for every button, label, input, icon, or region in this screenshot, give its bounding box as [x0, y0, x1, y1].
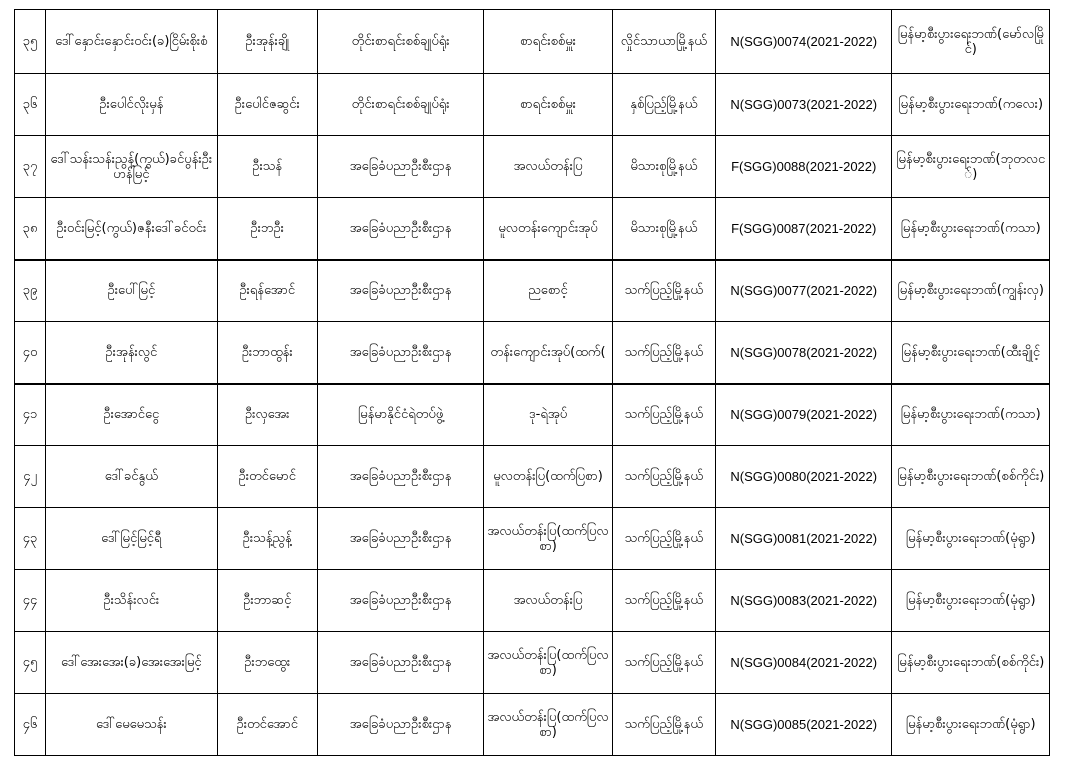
- reference-code-cell: N(SGG)0080(2021-2022): [715, 446, 892, 508]
- township-cell: သက်ပြည့်မြို့နယ်: [612, 260, 715, 322]
- township-cell: လှိုင်သာယာမြို့နယ်: [612, 10, 715, 74]
- table-row: [15, 136, 1050, 198]
- table-row: [15, 322, 1050, 384]
- department-cell: အခြေခံပညာဦးစီးဌာန: [317, 694, 483, 756]
- post-cell: ဒု-ရဲအုပ်: [484, 384, 612, 446]
- township-cell: မိသားစုမြို့နယ်: [612, 136, 715, 198]
- reference-code-cell: N(SGG)0077(2021-2022): [715, 260, 892, 322]
- reference-code-cell: N(SGG)0083(2021-2022): [715, 570, 892, 632]
- reference-code-cell: N(SGG)0074(2021-2022): [715, 10, 892, 74]
- table-row: [15, 260, 1050, 322]
- father-name-cell: ဦးဘဦး: [217, 198, 317, 260]
- name-cell: ဦးဝင်းမြင့်(ကွယ်)ဇနီးဒေါ်ခင်ဝင်း: [46, 198, 217, 260]
- row-number-cell: ၃၉: [15, 260, 46, 322]
- pension-list-table: [14, 9, 1050, 756]
- father-name-cell: ဦးပေါင်ဇဆွင်း: [217, 74, 317, 136]
- table-row: [15, 508, 1050, 570]
- assigned-bank-cell: မြန်မာ့စီးပွားရေးဘဏ်(ကသာ): [892, 198, 1050, 260]
- department-cell: အခြေခံပညာဦးစီးဌာန: [317, 508, 483, 570]
- township-cell: သက်ပြည့်မြို့နယ်: [612, 570, 715, 632]
- township-cell: သက်ပြည့်မြို့နယ်: [612, 446, 715, 508]
- post-cell: မူလတန်းပြ(ထက်ပြစာ): [484, 446, 612, 508]
- row-number-cell: ၃၇: [15, 136, 46, 198]
- row-number-cell: ၄၄: [15, 570, 46, 632]
- township-cell: သက်ပြည့်မြို့နယ်: [612, 322, 715, 384]
- name-cell: ဒေါ်အေးအေး(ခ)အေးအေးမြင့်: [46, 632, 217, 694]
- assigned-bank-cell: မြန်မာ့စီးပွားရေးဘဏ်(ကသာ): [892, 384, 1050, 446]
- name-cell: ဦးသိန်းလင်း: [46, 570, 217, 632]
- row-number-cell: ၄၆: [15, 694, 46, 756]
- name-cell: ဦးပေါင်လိုးမှန်: [46, 74, 217, 136]
- reference-code-cell: N(SGG)0081(2021-2022): [715, 508, 892, 570]
- name-cell: ဒေါ်သန်းသန်းညွန့်(ကွယ်)ခင်ပွန်းဦးဟန်မြင့်: [46, 136, 217, 198]
- township-cell: သက်ပြည့်မြို့နယ်: [612, 632, 715, 694]
- assigned-bank-cell: မြန်မာ့စီးပွားရေးဘဏ်(စစ်ကိုင်း): [892, 632, 1050, 694]
- assigned-bank-cell: မြန်မာ့စီးပွားရေးဘဏ်(မော်လမြိုင်): [892, 10, 1050, 74]
- reference-code-cell: N(SGG)0078(2021-2022): [715, 322, 892, 384]
- department-cell: အခြေခံပညာဦးစီးဌာန: [317, 136, 483, 198]
- table-row: [15, 384, 1050, 446]
- table-row: [15, 570, 1050, 632]
- department-cell: အခြေခံပညာဦးစီးဌာန: [317, 322, 483, 384]
- table-row: [15, 632, 1050, 694]
- assigned-bank-cell: မြန်မာ့စီးပွားရေးဘဏ်(ကလေး): [892, 74, 1050, 136]
- department-cell: အခြေခံပညာဦးစီးဌာန: [317, 446, 483, 508]
- name-cell: ဒေါ်နှောင်းနှောင်းဝင်း(ခ)ငြိမ်းစိုးစံ: [46, 10, 217, 74]
- table-row: [15, 694, 1050, 756]
- table-row: [15, 74, 1050, 136]
- department-cell: တိုင်းစာရင်းစစ်ချုပ်ရုံး: [317, 10, 483, 74]
- post-cell: အလယ်တန်းပြ(ထက်ပြလစာ): [484, 508, 612, 570]
- department-cell: အခြေခံပညာဦးစီးဌာန: [317, 570, 483, 632]
- father-name-cell: ဦးအုန်းချို: [217, 10, 317, 74]
- row-number-cell: ၄၅: [15, 632, 46, 694]
- table-row: [15, 198, 1050, 260]
- township-cell: နှစ်ပြည့်မြို့နယ်: [612, 74, 715, 136]
- table-body: [15, 10, 1050, 756]
- name-cell: ဦးပေါ်မြင့်: [46, 260, 217, 322]
- name-cell: ဦးအုန်းလွင်: [46, 322, 217, 384]
- row-number-cell: ၄၁: [15, 384, 46, 446]
- father-name-cell: ဦးဘထွေး: [217, 632, 317, 694]
- post-cell: စာရင်းစစ်မှူး: [484, 10, 612, 74]
- row-number-cell: ၃၅: [15, 10, 46, 74]
- township-cell: သက်ပြည့်မြို့နယ်: [612, 384, 715, 446]
- department-cell: အခြေခံပညာဦးစီးဌာန: [317, 198, 483, 260]
- department-cell: တိုင်းစာရင်းစစ်ချုပ်ရုံး: [317, 74, 483, 136]
- post-cell: တန်းကျောင်းအုပ်(ထက်(: [484, 322, 612, 384]
- assigned-bank-cell: မြန်မာ့စီးပွားရေးဘဏ်(ဘုတလင်): [892, 136, 1050, 198]
- post-cell: အလယ်တန်းပြ(ထက်ပြလစာ): [484, 632, 612, 694]
- post-cell: ညစောင့်: [484, 260, 612, 322]
- reference-code-cell: N(SGG)0079(2021-2022): [715, 384, 892, 446]
- father-name-cell: ဦးတင်မောင်: [217, 446, 317, 508]
- father-name-cell: ဦးသန်: [217, 136, 317, 198]
- row-number-cell: ၄၃: [15, 508, 46, 570]
- township-cell: သက်ပြည့်မြို့နယ်: [612, 508, 715, 570]
- father-name-cell: ဦးသန့်ညွန့်: [217, 508, 317, 570]
- township-cell: သက်ပြည့်မြို့နယ်: [612, 694, 715, 756]
- name-cell: ဦးအောင်ငွေ: [46, 384, 217, 446]
- row-number-cell: ၃၈: [15, 198, 46, 260]
- father-name-cell: ဦးရန်အောင်: [217, 260, 317, 322]
- reference-code-cell: F(SGG)0088(2021-2022): [715, 136, 892, 198]
- assigned-bank-cell: မြန်မာ့စီးပွားရေးဘဏ်(မုံရွာ): [892, 508, 1050, 570]
- row-number-cell: ၄၂: [15, 446, 46, 508]
- reference-code-cell: N(SGG)0073(2021-2022): [715, 74, 892, 136]
- name-cell: ဒေါ်မြင့်မြင့်ရီ: [46, 508, 217, 570]
- reference-code-cell: F(SGG)0087(2021-2022): [715, 198, 892, 260]
- department-cell: မြန်မာနိုင်ငံရဲတပ်ဖွဲ့: [317, 384, 483, 446]
- assigned-bank-cell: မြန်မာ့စီးပွားရေးဘဏ်(မုံရွာ): [892, 570, 1050, 632]
- father-name-cell: ဦးတင်အောင်: [217, 694, 317, 756]
- post-cell: စာရင်းစစ်မှူး: [484, 74, 612, 136]
- assigned-bank-cell: မြန်မာ့စီးပွားရေးဘဏ်(ကျွန်းလှ): [892, 260, 1050, 322]
- father-name-cell: ဦးဘာထွန်း: [217, 322, 317, 384]
- name-cell: ဒေါ်ခင်နွယ်: [46, 446, 217, 508]
- father-name-cell: ဦးလှအေး: [217, 384, 317, 446]
- father-name-cell: ဦးဘာဆင့်: [217, 570, 317, 632]
- assigned-bank-cell: မြန်မာ့စီးပွားရေးဘဏ်(ထီးချိုင့်: [892, 322, 1050, 384]
- reference-code-cell: N(SGG)0084(2021-2022): [715, 632, 892, 694]
- table-row: [15, 10, 1050, 74]
- row-number-cell: ၃၆: [15, 74, 46, 136]
- post-cell: အလယ်တန်းပြ: [484, 136, 612, 198]
- township-cell: မိသားစုမြို့နယ်: [612, 198, 715, 260]
- department-cell: အခြေခံပညာဦးစီးဌာန: [317, 632, 483, 694]
- assigned-bank-cell: မြန်မာ့စီးပွားရေးဘဏ်(စစ်ကိုင်း): [892, 446, 1050, 508]
- department-cell: အခြေခံပညာဦးစီးဌာန: [317, 260, 483, 322]
- row-number-cell: ၄၀: [15, 322, 46, 384]
- table-row: [15, 446, 1050, 508]
- pension-table-sheet: [14, 9, 1050, 756]
- reference-code-cell: N(SGG)0085(2021-2022): [715, 694, 892, 756]
- name-cell: ဒေါ်မေမေသန်း: [46, 694, 217, 756]
- post-cell: မူလတန်းကျောင်းအုပ်: [484, 198, 612, 260]
- assigned-bank-cell: မြန်မာ့စီးပွားရေးဘဏ်(မုံရွာ): [892, 694, 1050, 756]
- post-cell: အလယ်တန်းပြ(ထက်ပြလစာ): [484, 694, 612, 756]
- post-cell: အလယ်တန်းပြ: [484, 570, 612, 632]
